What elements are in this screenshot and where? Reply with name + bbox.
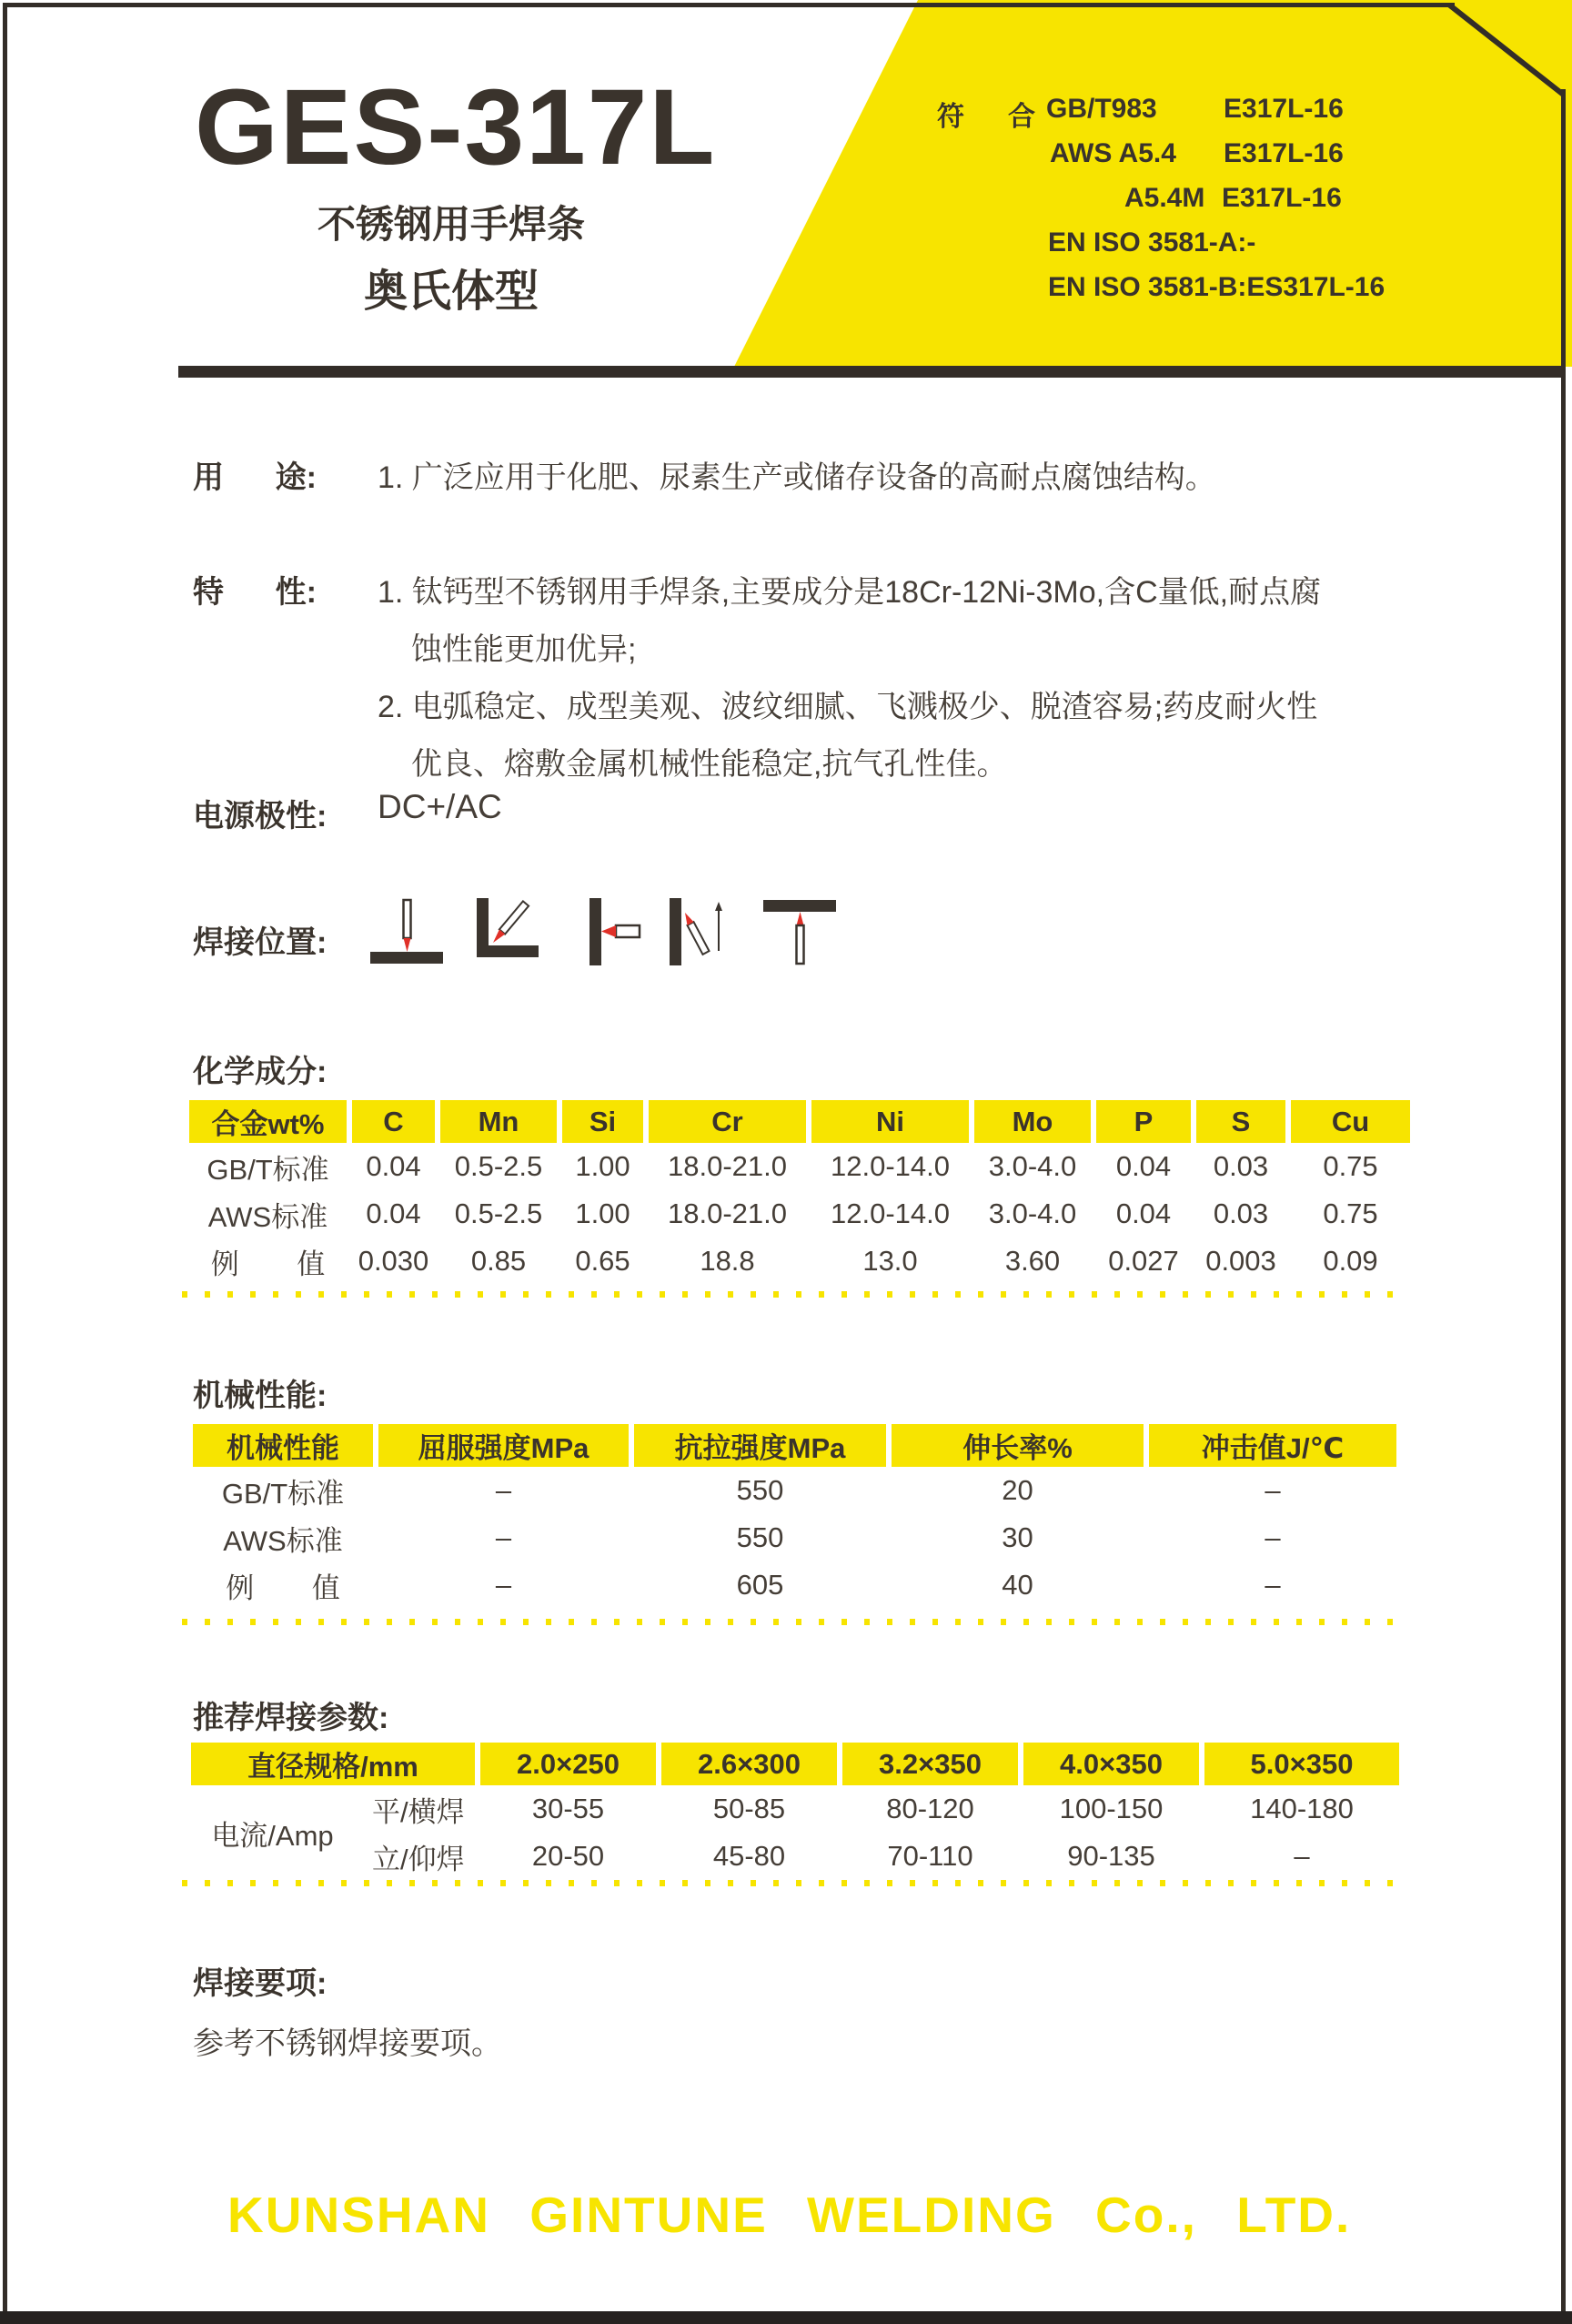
column-header: 冲击值J/℃: [1149, 1424, 1396, 1467]
table-row: 例 值 0.030 0.85 0.65 18.8 13.0 3.60 0.027 0.003 0.09: [189, 1238, 1410, 1285]
column-header: P: [1096, 1100, 1196, 1143]
usage-text: 1. 广泛应用于化肥、尿素生产或储存设备的高耐点腐蚀结构。: [378, 460, 1216, 495]
welding-position-icons: [368, 894, 839, 969]
row-label: 例 值: [210, 1248, 326, 1280]
row-label: 平/横焊: [372, 1795, 465, 1828]
row-label: AWS标准: [223, 1524, 343, 1557]
notes-text: 参考不锈钢焊接要项。: [193, 2026, 502, 2061]
page-border-top: [3, 3, 1455, 7]
header-divider-bar: [178, 366, 1565, 378]
usage-label: 用 途:: [193, 460, 317, 495]
dotted-separator: [182, 1291, 1406, 1298]
product-type: 奥氏体型: [363, 268, 539, 316]
column-header: Ni: [811, 1100, 974, 1143]
product-title: GES-317L: [195, 67, 717, 187]
table-row: GB/T标准 0.04 0.5-2.5 1.00 18.0-21.0 12.0-14.0 3.0-4.0 0.04 0.03 0.75: [189, 1143, 1410, 1190]
column-header: Cu: [1291, 1100, 1410, 1143]
column-header: 直径规格/mm: [191, 1743, 480, 1785]
column-header: 伸长率%: [892, 1424, 1149, 1467]
column-header: Mn: [440, 1100, 562, 1143]
column-header: 2.6×300: [661, 1743, 842, 1785]
compliance-line: [937, 138, 1501, 183]
table-row: AWS标准 – 550 30 –: [193, 1514, 1396, 1561]
row-group-label: 电流/Amp: [211, 1819, 334, 1852]
compliance-line: [937, 227, 1501, 272]
page-border-left: [3, 3, 7, 2311]
row-label: 立/仰焊: [372, 1843, 465, 1875]
mechanical-section-label: 机械性能:: [193, 1379, 328, 1413]
page-border-right: [1561, 89, 1566, 2311]
features-line: 1. 钛钙型不锈钢用手焊条,主要成分是18Cr-12Ni-3Mo,含C量低,耐点腐: [378, 575, 1322, 610]
parameters-table: [191, 1743, 1399, 1880]
mechanical-table: [193, 1424, 1396, 1609]
product-subtitle: 不锈钢用手焊条: [317, 203, 585, 246]
standard-name: EN ISO 3581-B:ES317L-16: [1048, 272, 1386, 302]
overhead-position-icon: [761, 894, 839, 969]
column-header: Mo: [974, 1100, 1096, 1143]
fillet-position-icon: [466, 894, 544, 969]
column-header: Si: [562, 1100, 649, 1143]
table-row: 电流/Amp 平/横焊 30-55 50-85 80-120 100-150 140-180: [191, 1785, 1399, 1833]
power-polarity-value: DC+/AC: [378, 788, 502, 825]
flat-position-icon: [368, 894, 446, 969]
standard-grade: E317L-16: [1222, 183, 1342, 213]
features-label: 特 性:: [193, 575, 317, 610]
column-header: 合金wt%: [189, 1100, 352, 1143]
dotted-separator: [182, 1880, 1406, 1886]
chemistry-header-row: [189, 1100, 1410, 1143]
row-label: GB/T标准: [207, 1153, 329, 1186]
column-header: 5.0×350: [1204, 1743, 1399, 1785]
standard-grade: E317L-16: [1224, 138, 1344, 168]
column-header: Cr: [649, 1100, 811, 1143]
column-header: 4.0×350: [1023, 1743, 1204, 1785]
welding-position-label: 焊接位置:: [193, 925, 328, 960]
table-row: GB/T标准 – 550 20 –: [193, 1467, 1396, 1514]
row-label: 例 值: [226, 1571, 340, 1604]
chemistry-table: [189, 1100, 1410, 1285]
power-polarity-label: 电源极性:: [193, 799, 328, 834]
table-row: 例 值 – 605 40 –: [193, 1561, 1396, 1609]
compliance-label: 符 合: [937, 102, 1035, 132]
column-header: 机械性能: [193, 1424, 378, 1467]
standard-name: GB/T983: [1046, 94, 1157, 124]
dotted-separator: [182, 1619, 1406, 1625]
chemistry-section-label: 化学成分:: [193, 1055, 328, 1089]
features-line: 2. 电弧稳定、成型美观、波纹细腻、飞溅极少、脱渣容易;药皮耐火性: [378, 690, 1318, 724]
notes-section-label: 焊接要项:: [193, 1966, 328, 2001]
standard-grade: E317L-16: [1224, 94, 1344, 124]
compliance-line: [937, 272, 1501, 317]
compliance-line: [937, 94, 1501, 138]
mechanical-header-row: [193, 1424, 1396, 1467]
column-header: 抗拉强度MPa: [634, 1424, 892, 1467]
column-header: 屈服强度MPa: [378, 1424, 634, 1467]
row-label: GB/T标准: [221, 1477, 345, 1510]
horizontal-position-icon: [564, 894, 642, 969]
features-line: 优良、熔敷金属机械性能稳定,抗气孔性佳。: [411, 747, 1008, 782]
column-header: C: [352, 1100, 440, 1143]
page-border-bottom-bar: [0, 2311, 1572, 2324]
standard-name: EN ISO 3581-A:-: [1048, 227, 1256, 258]
compliance-line: [937, 183, 1501, 227]
company-name: KUNSHAN GINTUNE WELDING Co., LTD.: [227, 2187, 1352, 2243]
standard-name: AWS A5.4: [1050, 138, 1176, 168]
vertical-up-position-icon: [662, 894, 741, 969]
table-row: AWS标准 0.04 0.5-2.5 1.00 18.0-21.0 12.0-14.0 3.0-4.0 0.04 0.03 0.75: [189, 1190, 1410, 1238]
standard-name: A5.4M: [1124, 183, 1205, 213]
parameters-header-row: [191, 1743, 1399, 1785]
table-row: 立/仰焊 20-50 45-80 70-110 90-135 –: [191, 1833, 1399, 1880]
parameters-section-label: 推荐焊接参数:: [193, 1701, 389, 1735]
column-header: 2.0×250: [480, 1743, 661, 1785]
column-header: 3.2×350: [842, 1743, 1023, 1785]
column-header: S: [1196, 1100, 1291, 1143]
row-label: AWS标准: [207, 1200, 328, 1233]
features-line: 蚀性能更加优异;: [411, 632, 637, 667]
